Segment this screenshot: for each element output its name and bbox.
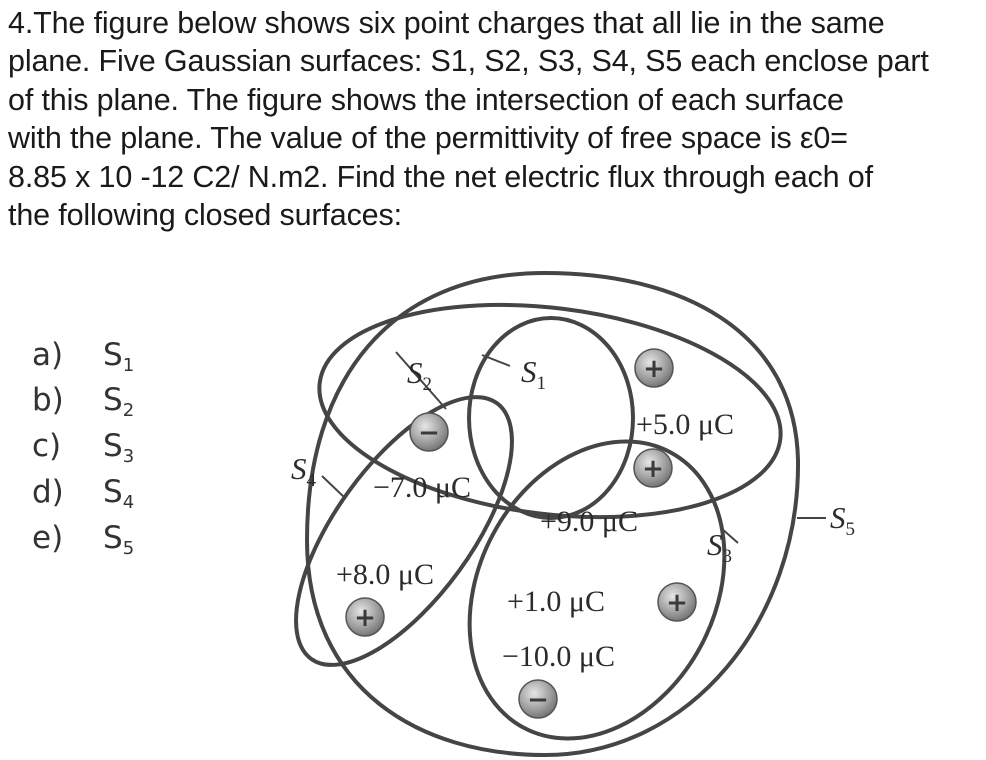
option-surface: S2 (103, 382, 135, 421)
charge-c2 (373, 413, 471, 504)
option-surface: S5 (103, 520, 135, 559)
surface-s5-label: $S_5$ (830, 500, 855, 540)
option-surface: S4 (103, 474, 135, 513)
surface-s4-label: $S_4$ (291, 451, 316, 491)
question-line: the following closed surfaces: (8, 198, 402, 233)
question-line: of this plane. The figure shows the intersection of each surface (8, 82, 844, 117)
option-list (32, 337, 134, 559)
charge-label: −7.0 μC (373, 471, 472, 504)
charge-sign: + (666, 588, 688, 618)
option-c (32, 428, 134, 467)
charge-c6 (502, 640, 615, 718)
question-line: 8.85 x 10 -12 C2/ N.m2. Find the net electric flux through each of (8, 159, 873, 194)
surface-s3-label: $S_3$ (707, 527, 732, 567)
option-letter: e) (32, 520, 64, 556)
option-a (32, 337, 134, 376)
charge-label: +8.0 μC (336, 558, 435, 591)
charge-c1 (635, 349, 734, 441)
charge-sign: + (642, 454, 664, 484)
charge-label: +9.0 μC (540, 505, 639, 538)
charge-label: +1.0 μC (507, 585, 606, 618)
option-e (32, 520, 134, 559)
charge-label: −10.0 μC (502, 640, 616, 673)
charge-c4 (336, 558, 434, 636)
question-line: 4.The figure below shows six point charges that all lie in the same (8, 6, 885, 40)
option-surface: S1 (103, 337, 135, 376)
option-d (32, 474, 134, 513)
charge-sign: + (643, 354, 665, 384)
option-b (32, 382, 134, 421)
charge-c5 (507, 583, 696, 621)
option-letter: d) (32, 474, 64, 510)
surface-s2-label: $S_2$ (407, 355, 432, 395)
question-line: with the plane. The value of the permittivity of free space is ε0= (8, 121, 848, 156)
option-surface: S3 (103, 428, 135, 467)
surface-s1-curve (469, 318, 633, 518)
s4-leader (322, 476, 345, 498)
charge-sign: − (418, 418, 440, 448)
option-letter: a) (32, 337, 64, 373)
question-line: plane. Five Gaussian surfaces: S1, S2, S3, S4, S5 each enclose part (8, 44, 929, 79)
option-letter: b) (32, 382, 64, 418)
option-letter: c) (32, 428, 62, 464)
charge-sign: − (527, 685, 549, 715)
charge-label: +5.0 μC (636, 408, 735, 441)
surface-s1-label: $S_1$ (521, 354, 546, 394)
charge-sign: + (354, 603, 376, 633)
